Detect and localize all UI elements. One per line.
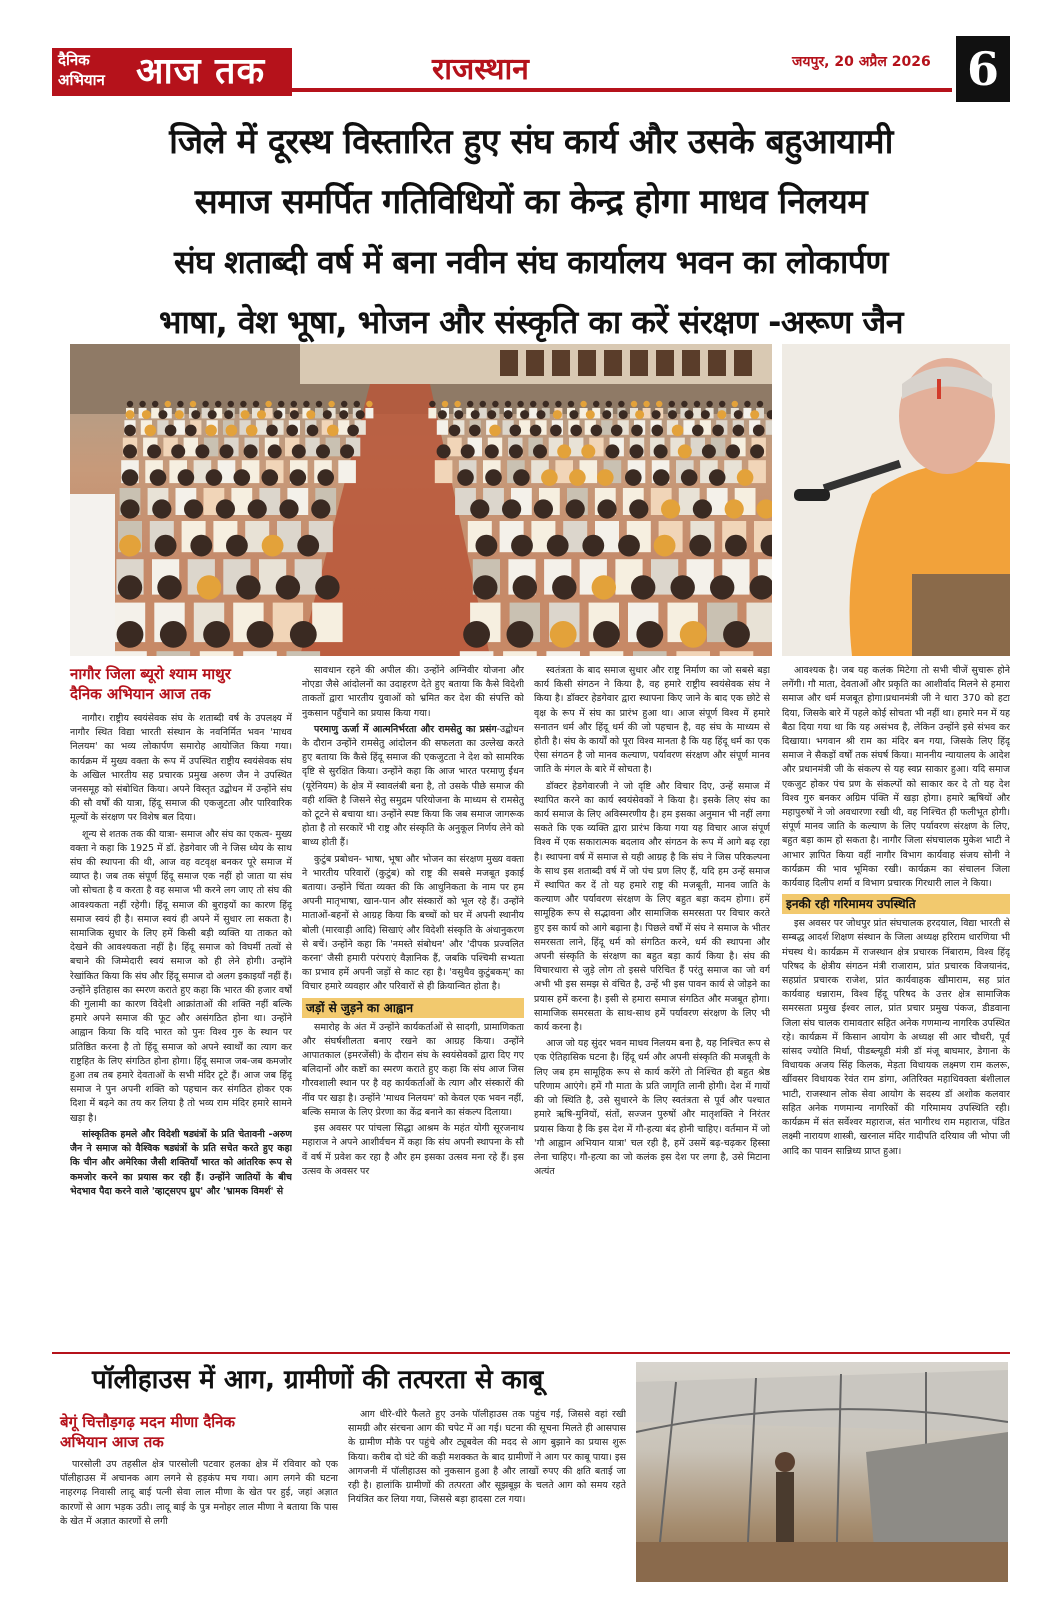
headline-block (52, 112, 1010, 352)
col2-paragraph: समारोह के अंत में उन्होंने कार्यकर्ताओं से सादगी, प्रामाणिकता और संघर्षशीलता बनाए रखने का आग्रह किया। उन्होंने आपातकाल (इमरजेंसी) के दौरान संघ के स्वयंसेवकों द्वारा दिए गए बलिदानों और कष्टों का स्मरण कराते हुए कहा कि संघ आज जिस गौरवशाली स्थान पर है वह कार्यकर्ताओं के त्याग और संस्कारों की नींव पर खड़ा है। उन्होंने 'माधव निलयम' को केवल एक भवन नहीं, बल्कि समाज के लिए प्रेरणा का केंद्र बनाने का संकल्प दिलाया। (302, 1021, 524, 1118)
byline-line-1: नागौर जिला ब्यूरो श्याम माथुर (70, 665, 231, 683)
speaker-photo (782, 344, 1010, 656)
col4-paragraph: आवश्यक है। जब यह कलंक मिटेगा तो सभी चीजें सुचारू होने लगेंगी। गौ माता, देवताओं और प्रकृति का आशीर्वाद मिलने से हमारा समाज और धर्म मजबूत होगा।प्रधानमंत्री जी ने धारा 370 को हटा दिया, जिसके बारे में पहले कोई सोचता भी नहीं था। हमारे मन में यह बैठा दिया गया था कि यह असंभव है, लेकिन उन्होंने इसे संभव कर दिखाया। भगवान श्री राम का मंदिर बन गया, जिसके लिए हिंदू समाज ने सैकड़ों वर्षों तक संघर्ष किया। माननीय न्यायालय के आदेश और प्रधानमंत्री जी के संकल्प से यह स्वप्न साकार हुआ। यदि समाज एकजुट होकर पंच प्रण के संकल्पों को साकार कर दे तो यह देश विश्व गुरु बनकर अग्रिम पंक्ति में खड़ा होगा। हमारे ऋषियों और महापुरुषों ने जो अवधारणा रखी थी, वह निश्चित ही फलीभूत होगी। संपूर्ण मानव जाति के कल्याण के लिए पर्यावरण संरक्षण के लिए, बहुत बड़ा काम हो सकता है। नागौर जिला संघचालक मुकेश भाटी ने आभार ज्ञापित किया वहीं नागौर विभाग कार्यवाह संजय सोनी ने कार्यक्रम की भाव भूमिका रखी। कार्यक्रम का संचालन जिला कार्यवाह दिलीप शर्मा व विभाग प्रचारक गिरधारी लाल ने किया। (782, 665, 1010, 890)
article-column-3 (534, 664, 770, 1338)
page-number: 6 (956, 36, 1010, 102)
polyhouse-column-1 (60, 1458, 338, 1582)
headline-line-2: समाज समर्पित गतिविधियों का केन्द्र होगा माधव निलयम (194, 182, 868, 222)
col1-paragraph: शून्य से शतक तक की यात्रा- समाज और संघ का एकत्व- मुख्य वक्ता ने कहा कि 1925 में डॉ. हेडगेवार जी ने जिस ध्येय के साथ संघ की स्थापना की थी, आज वह वटवृक्ष बनकर पूरे समाज में व्याप्त है। जब तक संपूर्ण हिंदू समाज एक नहीं हो जाता या संघ जो सोचता है व करता है वह समाज भी करने लग जाए तो संघ की आवश्यकता नहीं रहेगी। हिंदू समाज की बुराइयों का कारण हिंदू समाज स्वयं ही है। समाज स्वयं ही अपने में सुधार ला सकता है। सामाजिक सुधार के लिए हमें किसी बड़ी व्यक्ति या ताकत को देखने की आवश्यकता नहीं है। हिंदू समाज को विघर्मी तत्वों से बचाने की जिम्मेदारी स्वयं समाज को ही लेने होगी। उन्होंने रेखांकित किया कि संघ और हिंदू समाज दो अलग इकाइयाँ नहीं हैं। उन्होंने इतिहास का स्मरण कराते हुए कहा कि भारत की हजार वर्षों की गुलामी का कारण विदेशी आक्रांताओं की शक्ति नहीं बल्कि हमारे अपने समाज की फूट और असंगठित होना था। उन्होंने आह्वान किया कि यदि भारत को पुनः विश्व गुरु के स्थान पर प्रतिष्ठित करना है तो हिंदू समाज को अपने स्वार्थों का त्याग कर राष्ट्रहित के लिए संगठित होना होगा। हिंदू समाज जब-जब कमजोर हुआ तब तब हमारे देवताओं के सभी मंदिर टूटे हैं। आज जब हिंदू समाज ने पुन अपनी शक्ति को पहचान कर संगठित होकर एक दिशा में बढ़ने का तय कर लिया है तो भव्य राम मंदिर हमारे सामने खड़ा है। (70, 828, 292, 1124)
subhead-roots: जड़ों से जुड़ने का आह्वान (302, 998, 524, 1018)
col2-paragraph: इस अवसर पर पांचला सिद्धा आश्रम के महंत योगी सूरजनाथ महाराज ने अपने आशीर्वचन में कहा कि संघ अपनी स्थापना के सौ वें वर्ष में प्रवेश कर रहा है और हम इसका उत्सव मना रहे हैं। इस उत्सव के अवसर पर (302, 1123, 524, 1177)
brand-logo: आज तक (136, 51, 266, 92)
masthead (52, 42, 1010, 102)
audience-photo (70, 344, 772, 656)
col2-paragraph: सावधान रहने की अपील की। उन्होंने अग्निवीर योजना और नोएडा जैसे आंदोलनों का उदाहरण देते हुए बताया कि कैसे विदेशी ताकतों द्वारा भारतीय युवाओं को भ्रमित कर देश की संपत्ति को नुकसान पहुँचाने का प्रयास किया गया। (302, 665, 524, 719)
subhead-attendance: इनकी रही गरिमामय उपस्थिति (782, 894, 1010, 914)
col3-paragraph: डॉक्टर हेडगेवारजी ने जो दृष्टि और विचार दिए, उन्हें समाज में स्थापित करने का कार्य स्वयंसेवकों ने किया है। इसके लिए संघ का कार्य समाज के लिए अविस्मरणीय है। हम इसका अनुमान भी नहीं लगा सकते कि एक व्यक्ति द्वारा प्रारंभ किया गया यह विचार आज संपूर्ण विश्व में एक सकारात्मक बदलाव और संगठन के रूप में आगे बढ़ रहा है। स्थापना वर्ष में समाज से यही आग्रह है कि संघ ने जिस परिकल्पना के साथ इस शताब्दी वर्ष में जो पंच प्रण लिए हैं, यदि हम उन्हें समाज में स्थापित कर दें तो यह हमारे राष्ट्र की मजबूती, मानव जाति के कल्याण और पर्यावरण संरक्षण के लिए बहुत बड़ा कदम होगा। हमें सामूहिक रूप से सद्भावना और सामाजिक समरसता पर विचार करते हुए इस कार्य को आगे बढ़ाना है। पिछले वर्षों में संघ ने समाज के भीतर समरसता लाने, हिंदू धर्म को संगठित करने, धर्म की स्थापना और अपनी संस्कृति के संरक्षण का बहुत बड़ा कार्य किया है। संघ की विचारधारा से जुड़े लोग तो इससे परिचित हैं परंतु समाज का जो वर्ग अभी भी इस समझ से वंचित है, उन्हें भी इस पावन कार्य से जोड़ने का प्रयास हमें करना है। इसी से हमारा समाज संगठित और मजबूत होगा। सामाजिक समरसता के साथ-साथ हमें पर्यावरण संरक्षण के लिए भी कार्य करना है। (534, 780, 770, 1034)
polyhouse-story (52, 1352, 1010, 1586)
col2-text: -उद्बोधन के दौरान उन्होंने रामसेतु आंदोलन की सफलता का उल्लेख करते हुए बताया कि कैसे हिंदू समाज की एकजुटता ने देश को सामरिक दृष्टि से सुरक्षित किया। उन्होंने कहा कि आज भारत परमाणु ईंधन (यूरेनियम) के क्षेत्र में स्वावलंबी बना है, तो उसके पीछे समाज की वही शक्ति है जिसने सेतु समुद्रम परियोजना के माध्यम से रामसेतु को टूटने से बचाया था। उन्होंने स्पष्ट किया कि जब समाज जागरूक होता है तो सरकारें भी राष्ट्र और संस्कृति के अनुकूल निर्णय लेने को बाध्य होती हैं। (302, 723, 524, 849)
polyhouse-headline: पॉलीहाउस में आग, ग्रामीणों की तत्परता से काबू (92, 1365, 544, 1395)
polyhouse-paragraph: पारसोली उप तहसील क्षेत्र पारसोली पटवार हलका क्षेत्र में रविवार को एक पॉलीहाउस में अचानक आग लगने से हड़कंप मच गया। आग लगने की घटना नाहरगढ़ निवासी लादू बाई पत्नी सेवा लाल मीणा के खेत पर हुई, जहां अज्ञात कारणों से आग भड़क उठी। लादू बाई के पुत्र मनोहर लाल मीणा ने बताया कि पास के खेत में अज्ञात कारणों से लगी (60, 1459, 338, 1527)
headline-line-3: संघ शताब्दी वर्ष में बना नवीन संघ कार्यालय भवन का लोकार्पण (173, 243, 889, 281)
polyhouse-byline-line-1: बेगूं चित्तौड़गढ़ मदन मीणा दैनिक (60, 1413, 236, 1431)
col1-paragraph: सांस्कृतिक हमले और विदेशी षड्यंत्रों के प्रति चेतावनी -अरुण जैन ने समाज को वैश्विक षड्यंत्रों के प्रति सचेत करते हुए कहा कि चीन और अमेरिका जैसी शक्तियाँ भारत को आंतरिक रूप से कमजोर करने का प्रयास कर रही हैं। उन्होंने जातियों के बीच भेदभाव पैदा करने वाले 'व्हाट्सएप ग्रुप' और 'भ्रामक विमर्श' से (70, 1128, 292, 1197)
article-column-1 (70, 712, 292, 1338)
section-title: राजस्थान (432, 52, 529, 87)
polyhouse-byline-line-2: अभियान आज तक (60, 1433, 164, 1451)
speaker-photo-art (782, 344, 1010, 656)
col3-paragraph: स्वतंत्रता के बाद समाज सुधार और राष्ट्र निर्माण का जो सबसे बड़ा कार्य किसी संगठन ने किया है, वह हमारे राष्ट्रीय स्वयंसेवक संघ ने किया है। डॉक्टर हेडगेवार द्वारा स्थापना किए जाने के बाद एक छोटे से वृक्ष के रूप में संघ का प्रारंभ हुआ था। आज संपूर्ण विश्व में हमारे सनातन धर्म और हिंदू धर्म की जो पहचान है, वह संघ के माध्यम से होती है। संघ के कार्यों को पूरा विश्व मानता है कि यह हिंदू धर्म का एक ऐसा संगठन है जो मानव कल्याण, पर्यावरण संरक्षण और संपूर्ण मानव जाति के मंगल के बारे में सोचता है। (534, 665, 770, 776)
article-column-4 (782, 664, 1010, 1338)
masthead-rule (292, 88, 952, 92)
col2-lead: परमाणु ऊर्जा में आत्मनिर्भरता और रामसेतु का प्रसंग (314, 723, 497, 735)
byline (70, 664, 292, 704)
brand-small: दैनिक अभियान (58, 51, 105, 89)
polyhouse-photo-art (636, 1362, 1008, 1582)
col1-paragraph: नागौर। राष्ट्रीय स्वयंसेवक संघ के शताब्दी वर्ष के उपलक्ष्य में नागौर स्थित विद्या भारती संस्थान के नवनिर्मित भवन 'माधव निलयम' का भव्य लोकार्पण समारोह आयोजित किया गया। कार्यक्रम में मुख्य वक्ता के रूप में उपस्थित राष्ट्रीय स्वयंसेवक संघ के अखिल भारतीय सह प्रचारक प्रमुख अरुण जैन ने उपस्थित जनसमूह को संबोधित किया। अपने विस्तृत उद्बोधन में उन्होंने संघ की सौ वर्षों की यात्रा, हिंदू समाज की एकजुटता और पारिवारिक मूल्यों के संरक्षण पर विशेष बल दिया। (70, 713, 292, 824)
article-column-2 (302, 664, 524, 1338)
audience-photo-art (70, 344, 772, 656)
polyhouse-byline (60, 1412, 320, 1452)
brand-block (52, 48, 292, 96)
byline-line-2: दैनिक अभियान आज तक (70, 685, 211, 703)
polyhouse-paragraph: आग धीरे-धीरे फैलते हुए उनके पॉलीहाउस तक पहुंच गई, जिससे वहां रखी सामग्री और संरचना आग की चपेट में आ गई। घटना की सूचना मिलते ही आसपास के ग्रामीण मौके पर पहुंचे और ट्यूबवेल की मदद से आग बुझाने का प्रयास शुरू किया। करीब दो घंटे की कड़ी मशक्कत के बाद ग्रामीणों ने आग पर काबू पाया। इस आगजनी में पॉलीहाउस को नुकसान हुआ है और लाखों रुपए की क्षति बताई जा रही है। हालांकि ग्रामीणों की तत्परता और सूझबूझ के चलते आग को समय रहते नियंत्रित कर लिया गया, जिससे बड़ा हादसा टल गया। (348, 1409, 626, 1506)
col2-paragraph: कुटुंब प्रबोधन- भाषा, भूषा और भोजन का संरक्षण मुख्य वक्ता ने भारतीय परिवारों (कुटुंब) को राष्ट्र की सबसे मजबूत इकाई बताया। उन्होंने चिंता व्यक्त की कि आधुनिकता के नाम पर हम अपनी मातृभाषा, खान-पान और संस्कारों को भूल रहे हैं। उन्होंने माताओं-बहनों से आग्रह किया कि बच्चों को घर में अपनी स्थानीय बोली (मारवाड़ी आदि) सिखाएं और विदेशी संस्कृति के अंधानुकरण से बचें। उन्होंने कहा कि 'नमस्ते संबोधन' और 'दीपक प्रज्वलित करना' जैसी हमारी परंपराएं वैज्ञानिक हैं, जबकि पश्चिमी सभ्यता का प्रभाव हमें अपनी जड़ों से काट रहा है। 'वसुधैव कुटुंबकम्' का विचार हमारे व्यवहार और परिवारों से ही क्रियान्वित होता है। (302, 853, 524, 993)
polyhouse-column-2 (348, 1408, 626, 1582)
polyhouse-photo (636, 1362, 1008, 1582)
headline-line-4: भाषा, वेश भूषा, भोजन और संस्कृति का करें संरक्षण -अरूण जैन (159, 303, 903, 341)
dateline: जयपुर, 20 अप्रैल 2026 (792, 54, 931, 70)
headline-line-1: जिले में दूरस्थ विस्तारित हुए संघ कार्य और उसके बहुआयामी (169, 122, 893, 162)
col3-paragraph: आज जो यह सुंदर भवन माधव निलयम बना है, यह निश्चित रूप से एक ऐतिहासिक घटना है। हिंदू धर्म और अपनी संस्कृति की मजबूती के लिए जब हम सामूहिक रूप से कार्य करेंगे तो निश्चित ही बहुत श्रेष्ठ परिणाम आएंगे। हमें गौ माता के प्रति जागृति लानी होगी। देश में गायों की जो स्थिति है, उसे सुधारने के लिए स्वतंत्रता से पूर्व और पश्चात हमारे ऋषि-मुनियों, संतों, सज्जन पुरुषों और मातृशक्ति ने निरंतर प्रयास किया है कि इस देश में गौ-हत्या बंद होनी चाहिए। वर्तमान में जो 'गौ आह्वान अभियान यात्रा' चल रही है, हमें उसमें बढ़-चढ़कर हिस्सा लेना चाहिए। गौ-हत्या का जो कलंक इस देश पर लगा है, उसे मिटाना अत्यंत (534, 1038, 770, 1178)
col4-paragraph: इस अवसर पर जोधपुर प्रांत संघचालक हरदयाल, विद्या भारती से सम्बद्ध आदर्श शिक्षण संस्थान के जिला अध्यक्ष हरिराम धारणिया भी मंचस्थ थे। कार्यक्रम में राजस्थान क्षेत्र प्रचारक निंबाराम, विश्व हिंदू परिषद के क्षेत्रीय संगठन मंत्री राजाराम, प्रांत प्रचारक विजयानंद, सहप्रांत प्रचारक राजेश, प्रांत कार्यवाहक खीमाराम, सह प्रांत कार्यवाह धन्नाराम, विश्व हिंदू परिषद के उत्तर क्षेत्र सामाजिक समरसता प्रमुख ईश्वर लाल, प्रांत प्रचार प्रमुख पंकज, डीडवाना जिला संघ चालक रामावतार सहित अनेक गणमान्य नागरिक उपस्थित रहे। कार्यक्रम में किसान आयोग के अध्यक्ष सी आर चौधरी, पूर्व सांसद ज्योति मिर्धा, पीडब्ल्यूडी मंत्री डॉ मंजू बाघमार, डेगाना के विधायक अजय सिंह किलक, मेड़ता विधायक लक्ष्मण राम कलरू, खींवसर विधायक रेवंत राम डांगा, अतिरिक्त महाधिवक्ता बंशीलाल भाटी, राजस्थान लोक सेवा आयोग के सदस्य डॉ अशोक कलवार सहित अनेक गणमान्य नागरिकों की गरिमामय उपस्थिति रही। कार्यक्रम में संत सर्वेश्वर महाराज, संत भागीरथ राम महाराज, पंडित लक्ष्मी नारायण शास्त्री, खरनाल मंदिर गादीपति दरियाव जी भोपा जी आदि का पावन सान्निध्य प्राप्त हुआ। (782, 918, 1010, 1157)
col2-paragraph (302, 723, 524, 851)
